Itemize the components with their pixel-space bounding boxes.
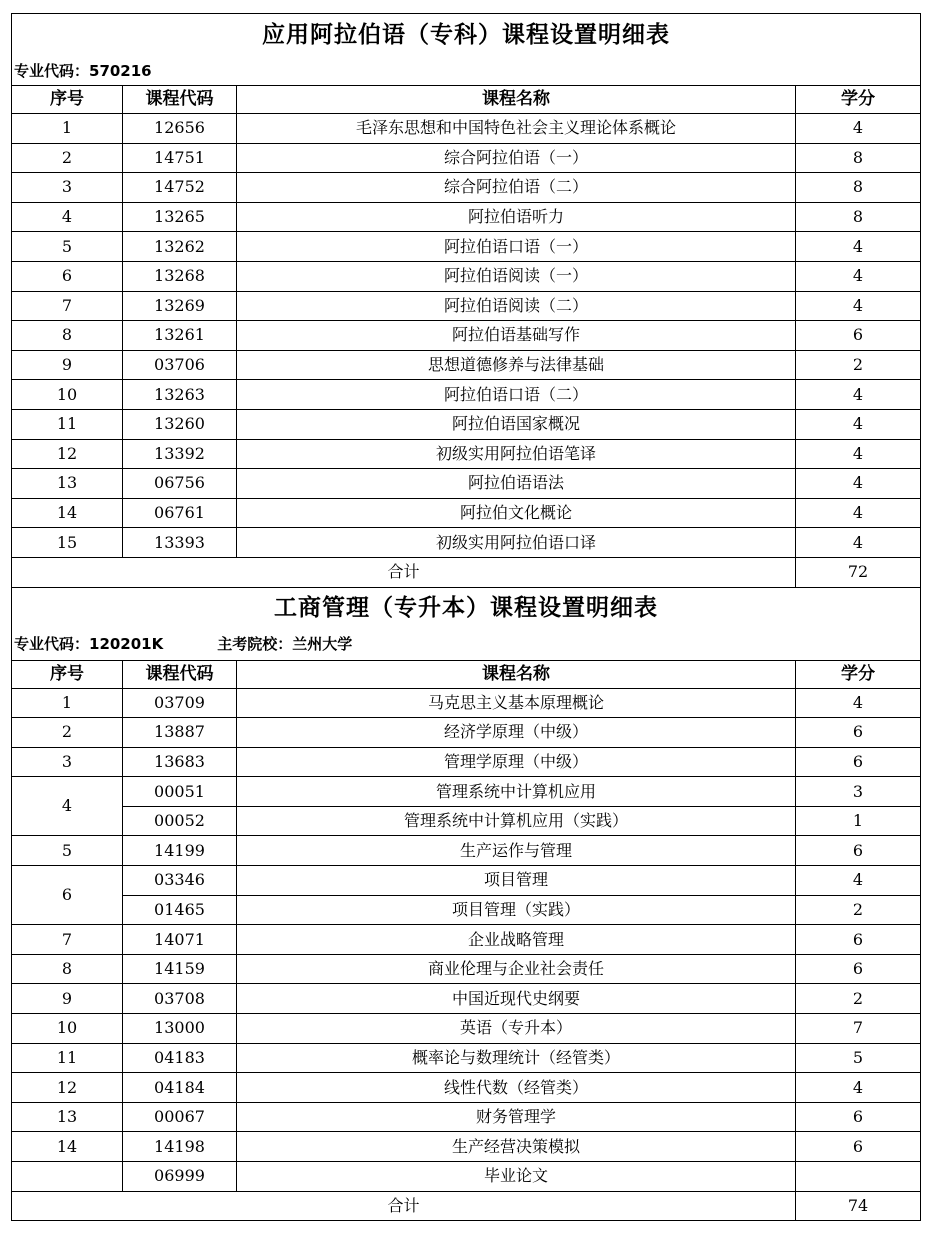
cell-name: 阿拉伯语口语（一） <box>237 232 796 262</box>
cell-credit: 4 <box>796 1073 921 1103</box>
cell-seq: 12 <box>12 439 123 469</box>
table-row <box>12 1073 921 1103</box>
table-row <box>12 1043 921 1073</box>
cell-seq: 5 <box>12 836 123 866</box>
cell-code: 13000 <box>123 1014 237 1044</box>
cell-code: 13261 <box>123 321 237 351</box>
cell-seq: 3 <box>12 173 123 203</box>
cell-seq: 2 <box>12 143 123 173</box>
cell-code: 04184 <box>123 1073 237 1103</box>
cell-code: 14199 <box>123 836 237 866</box>
cell-name: 中国近现代史纲要 <box>237 984 796 1014</box>
cell-seq: 7 <box>12 291 123 321</box>
cell-credit: 4 <box>796 409 921 439</box>
header-seq: 序号 <box>12 660 123 688</box>
table2-school: 主考院校：兰州大学 <box>217 635 353 653</box>
table-row <box>12 806 921 836</box>
cell-name: 马克思主义基本原理概论 <box>237 688 796 718</box>
course-document <box>11 13 920 1221</box>
table1-title: 应用阿拉伯语（专科）课程设置明细表 <box>12 14 921 58</box>
cell-seq: 14 <box>12 1132 123 1162</box>
cell-name: 管理学原理（中级） <box>237 747 796 777</box>
cell-seq: 11 <box>12 1043 123 1073</box>
table-row <box>12 1162 921 1192</box>
cell-code: 14752 <box>123 173 237 203</box>
cell-seq: 2 <box>12 718 123 748</box>
cell-seq: 13 <box>12 469 123 499</box>
cell-seq: 3 <box>12 747 123 777</box>
table-row <box>12 1014 921 1044</box>
cell-credit: 6 <box>796 321 921 351</box>
cell-name: 概率论与数理统计（经管类） <box>237 1043 796 1073</box>
cell-name: 商业伦理与企业社会责任 <box>237 954 796 984</box>
cell-code: 03706 <box>123 350 237 380</box>
cell-seq: 8 <box>12 321 123 351</box>
table-row <box>12 836 921 866</box>
cell-name: 生产经营决策模拟 <box>237 1132 796 1162</box>
cell-code: 03346 <box>123 866 237 896</box>
cell-code: 13265 <box>123 202 237 232</box>
cell-name: 阿拉伯语听力 <box>237 202 796 232</box>
cell-name: 阿拉伯文化概论 <box>237 498 796 528</box>
cell-code: 06756 <box>123 469 237 499</box>
table-row <box>12 528 921 558</box>
cell-code: 14159 <box>123 954 237 984</box>
cell-seq: 12 <box>12 1073 123 1103</box>
table-row <box>12 498 921 528</box>
header-credit: 学分 <box>796 660 921 688</box>
table-row <box>12 114 921 144</box>
cell-name: 企业战略管理 <box>237 925 796 955</box>
cell-name: 项目管理（实践） <box>237 895 796 925</box>
cell-credit: 4 <box>796 498 921 528</box>
cell-seq: 11 <box>12 409 123 439</box>
table-row <box>12 261 921 291</box>
cell-seq: 9 <box>12 350 123 380</box>
table2-meta <box>12 630 921 661</box>
cell-code: 13263 <box>123 380 237 410</box>
header-code: 课程代码 <box>123 660 237 688</box>
cell-seq: 13 <box>12 1102 123 1132</box>
total-credit: 72 <box>796 557 921 587</box>
cell-credit: 6 <box>796 1102 921 1132</box>
cell-name: 阿拉伯语国家概况 <box>237 409 796 439</box>
cell-code: 12656 <box>123 114 237 144</box>
table-row <box>12 895 921 925</box>
table-row <box>12 173 921 203</box>
cell-credit: 4 <box>796 688 921 718</box>
cell-name: 阿拉伯语阅读（一） <box>237 261 796 291</box>
table2-header-row <box>12 660 921 688</box>
table-row <box>12 291 921 321</box>
cell-credit: 1 <box>796 806 921 836</box>
cell-credit: 4 <box>796 866 921 896</box>
cell-credit: 6 <box>796 954 921 984</box>
table-row <box>12 984 921 1014</box>
table1-major-code: 专业代码：570216 <box>12 57 921 86</box>
cell-seq: 14 <box>12 498 123 528</box>
table-business <box>11 588 921 1222</box>
cell-credit: 7 <box>796 1014 921 1044</box>
cell-name: 初级实用阿拉伯语口译 <box>237 528 796 558</box>
cell-code: 13683 <box>123 747 237 777</box>
table2-major-code: 专业代码：120201K <box>14 635 164 653</box>
table-row <box>12 232 921 262</box>
cell-code: 14751 <box>123 143 237 173</box>
cell-name: 经济学原理（中级） <box>237 718 796 748</box>
cell-code: 01465 <box>123 895 237 925</box>
cell-code: 13268 <box>123 261 237 291</box>
cell-credit: 4 <box>796 261 921 291</box>
cell-name: 英语（专升本） <box>237 1014 796 1044</box>
cell-name: 线性代数（经管类） <box>237 1073 796 1103</box>
cell-name: 毕业论文 <box>237 1162 796 1192</box>
cell-code: 00067 <box>123 1102 237 1132</box>
table-row <box>12 866 921 896</box>
cell-credit: 6 <box>796 718 921 748</box>
cell-credit: 4 <box>796 291 921 321</box>
cell-seq: 4 <box>12 777 123 836</box>
table2-title: 工商管理（专升本）课程设置明细表 <box>12 588 921 630</box>
table-row <box>12 321 921 351</box>
cell-seq: 10 <box>12 1014 123 1044</box>
table-row <box>12 380 921 410</box>
cell-code: 14071 <box>123 925 237 955</box>
cell-credit: 6 <box>796 836 921 866</box>
cell-code: 14198 <box>123 1132 237 1162</box>
header-credit: 学分 <box>796 86 921 114</box>
table-row <box>12 350 921 380</box>
cell-seq: 1 <box>12 688 123 718</box>
header-name: 课程名称 <box>237 660 796 688</box>
cell-seq: 15 <box>12 528 123 558</box>
cell-seq: 1 <box>12 114 123 144</box>
cell-code: 03709 <box>123 688 237 718</box>
cell-credit: 4 <box>796 380 921 410</box>
table-row <box>12 409 921 439</box>
table-row <box>12 439 921 469</box>
header-name: 课程名称 <box>237 86 796 114</box>
cell-credit: 4 <box>796 469 921 499</box>
cell-credit: 5 <box>796 1043 921 1073</box>
cell-name: 生产运作与管理 <box>237 836 796 866</box>
cell-credit: 8 <box>796 202 921 232</box>
cell-name: 管理系统中计算机应用（实践） <box>237 806 796 836</box>
cell-name: 管理系统中计算机应用 <box>237 777 796 807</box>
table-row <box>12 202 921 232</box>
cell-name: 综合阿拉伯语（二） <box>237 173 796 203</box>
cell-name: 阿拉伯语口语（二） <box>237 380 796 410</box>
table-row <box>12 688 921 718</box>
cell-credit <box>796 1162 921 1192</box>
cell-code: 00052 <box>123 806 237 836</box>
cell-credit: 6 <box>796 1132 921 1162</box>
cell-code: 06999 <box>123 1162 237 1192</box>
total-credit: 74 <box>796 1191 921 1221</box>
total-row <box>12 557 921 587</box>
table-arabic <box>11 13 921 588</box>
cell-seq: 9 <box>12 984 123 1014</box>
table-row <box>12 747 921 777</box>
cell-code: 13269 <box>123 291 237 321</box>
cell-name: 阿拉伯语基础写作 <box>237 321 796 351</box>
table-row <box>12 954 921 984</box>
cell-name: 思想道德修养与法律基础 <box>237 350 796 380</box>
cell-name: 项目管理 <box>237 866 796 896</box>
header-code: 课程代码 <box>123 86 237 114</box>
cell-code: 04183 <box>123 1043 237 1073</box>
table-row <box>12 469 921 499</box>
cell-credit: 4 <box>796 439 921 469</box>
cell-seq: 6 <box>12 866 123 925</box>
cell-credit: 4 <box>796 528 921 558</box>
cell-seq <box>12 1162 123 1192</box>
cell-seq: 7 <box>12 925 123 955</box>
cell-seq: 10 <box>12 380 123 410</box>
total-label: 合计 <box>12 1191 796 1221</box>
cell-credit: 8 <box>796 173 921 203</box>
cell-credit: 4 <box>796 232 921 262</box>
cell-seq: 6 <box>12 261 123 291</box>
table-row <box>12 777 921 807</box>
cell-seq: 8 <box>12 954 123 984</box>
cell-name: 毛泽东思想和中国特色社会主义理论体系概论 <box>237 114 796 144</box>
cell-code: 13262 <box>123 232 237 262</box>
total-row <box>12 1191 921 1221</box>
cell-credit: 6 <box>796 747 921 777</box>
cell-credit: 2 <box>796 984 921 1014</box>
cell-code: 13393 <box>123 528 237 558</box>
table1-header-row <box>12 86 921 114</box>
cell-credit: 3 <box>796 777 921 807</box>
cell-code: 00051 <box>123 777 237 807</box>
cell-code: 06761 <box>123 498 237 528</box>
cell-name: 综合阿拉伯语（一） <box>237 143 796 173</box>
cell-name: 财务管理学 <box>237 1102 796 1132</box>
table-row <box>12 1102 921 1132</box>
header-seq: 序号 <box>12 86 123 114</box>
table-row <box>12 1132 921 1162</box>
table-row <box>12 925 921 955</box>
cell-code: 13392 <box>123 439 237 469</box>
cell-credit: 6 <box>796 925 921 955</box>
table-row <box>12 143 921 173</box>
table-row <box>12 718 921 748</box>
cell-name: 阿拉伯语阅读（二） <box>237 291 796 321</box>
cell-name: 阿拉伯语语法 <box>237 469 796 499</box>
total-label: 合计 <box>12 557 796 587</box>
cell-code: 13887 <box>123 718 237 748</box>
cell-credit: 4 <box>796 114 921 144</box>
cell-credit: 2 <box>796 895 921 925</box>
cell-credit: 2 <box>796 350 921 380</box>
cell-credit: 8 <box>796 143 921 173</box>
cell-seq: 4 <box>12 202 123 232</box>
cell-code: 03708 <box>123 984 237 1014</box>
cell-code: 13260 <box>123 409 237 439</box>
cell-name: 初级实用阿拉伯语笔译 <box>237 439 796 469</box>
cell-seq: 5 <box>12 232 123 262</box>
